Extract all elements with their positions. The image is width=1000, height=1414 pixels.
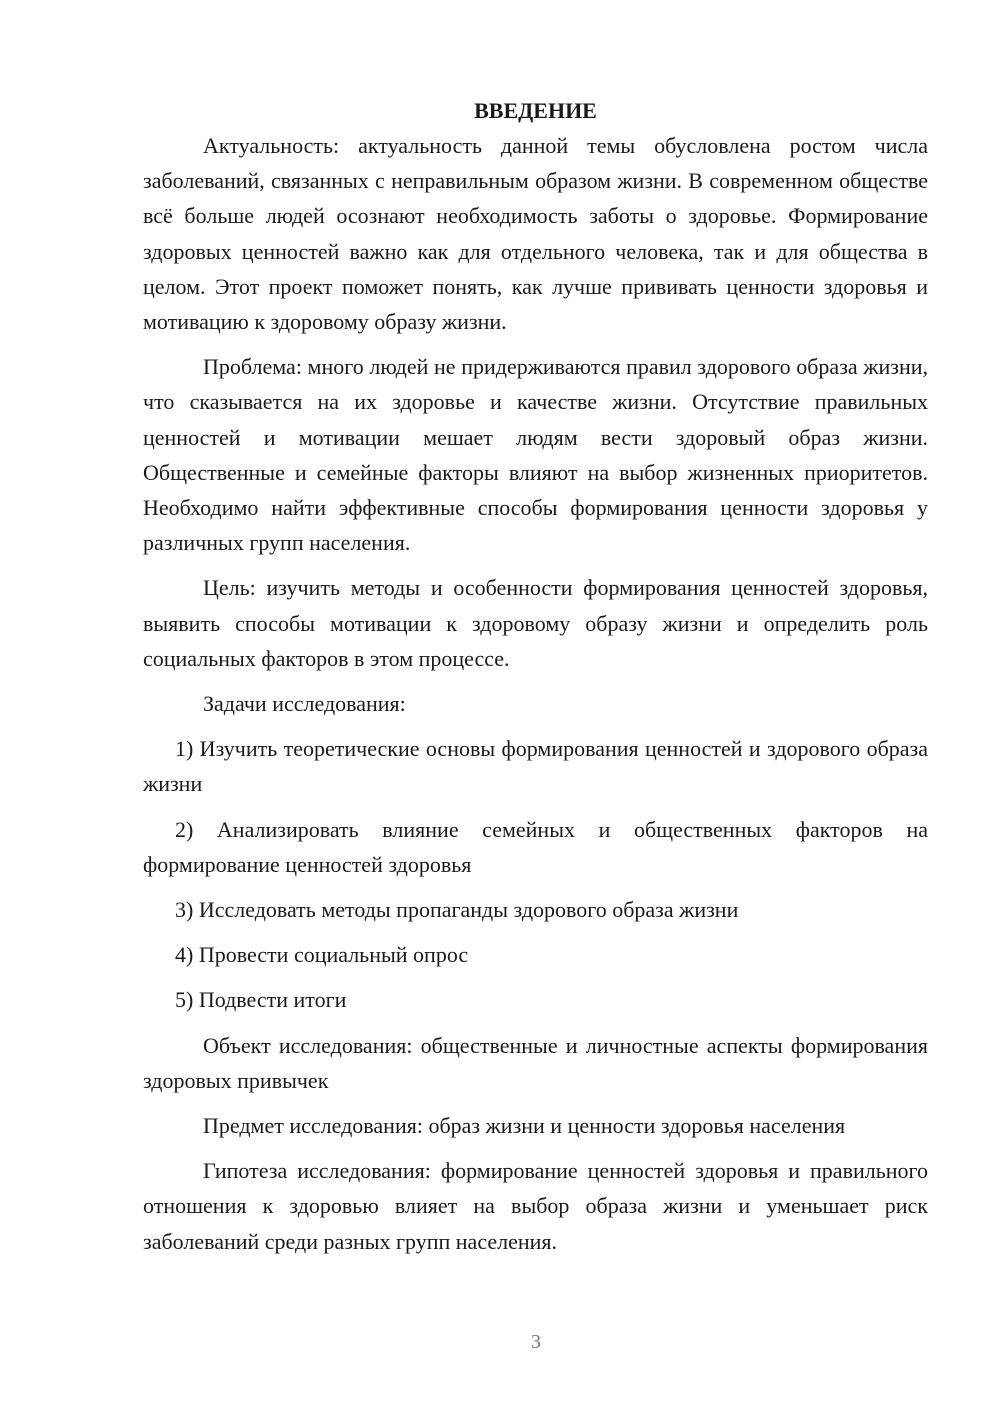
object-paragraph: Объект исследования: общественные и личностные аспекты формирования здоровых привычек xyxy=(143,1032,928,1093)
relevance-paragraph: Актуальность: актуальность данной темы обусловлена ростом числа заболеваний, связанных с неправильным образом жизни. В современном обществе всё больше людей осознают необходимость заботы о здоровье. Формирование здоровых ценностей важно как для отдельного человека, так и для общества в целом. Этот проект поможет понять, как лучше прививать ценности здоровья и мотивацию к здоровому образу жизни. xyxy=(143,133,928,335)
subject-paragraph: Предмет исследования: образ жизни и ценности здоровья населения xyxy=(203,1113,846,1139)
task-item-2: 2) Анализировать влияние семейных и общественных факторов на формирование ценностей здоровья xyxy=(143,816,928,877)
hypothesis-paragraph: Гипотеза исследования: формирование ценностей здоровья и правильного отношения к здоровью влияет на выбор образа жизни и уменьшает риск заболеваний среди разных групп населения. xyxy=(143,1158,928,1254)
page-title: ВВЕДЕНИЕ xyxy=(474,98,597,123)
goal-paragraph: Цель: изучить методы и особенности формирования ценностей здоровья, выявить способы мотивации к здоровому образу жизни и определить роль социальных факторов в этом процессе. xyxy=(143,575,928,671)
task-item-3: 3) Исследовать методы пропаганды здорового образа жизни xyxy=(175,897,739,923)
task-item-5: 5) Подвести итоги xyxy=(175,987,347,1013)
problem-paragraph: Проблема: много людей не придерживаются правил здорового образа жизни, что сказывается на их здоровье и качестве жизни. Отсутствие правильных ценностей и мотивации мешает людям вести здоровый образ жизни. Общественные и семейные факторы влияют на выбор жизненных приоритетов. Необходимо найти эффективные способы формирования ценности здоровья у различных групп населения. xyxy=(143,354,928,556)
page-number: 3 xyxy=(531,1331,541,1353)
tasks-heading: Задачи исследования: xyxy=(203,691,406,717)
task-item-4: 4) Провести социальный опрос xyxy=(175,942,469,968)
task-item-1: 1) Изучить теоретические основы формирования ценностей и здорового образа жизни xyxy=(143,736,928,797)
document-body xyxy=(143,93,928,1269)
